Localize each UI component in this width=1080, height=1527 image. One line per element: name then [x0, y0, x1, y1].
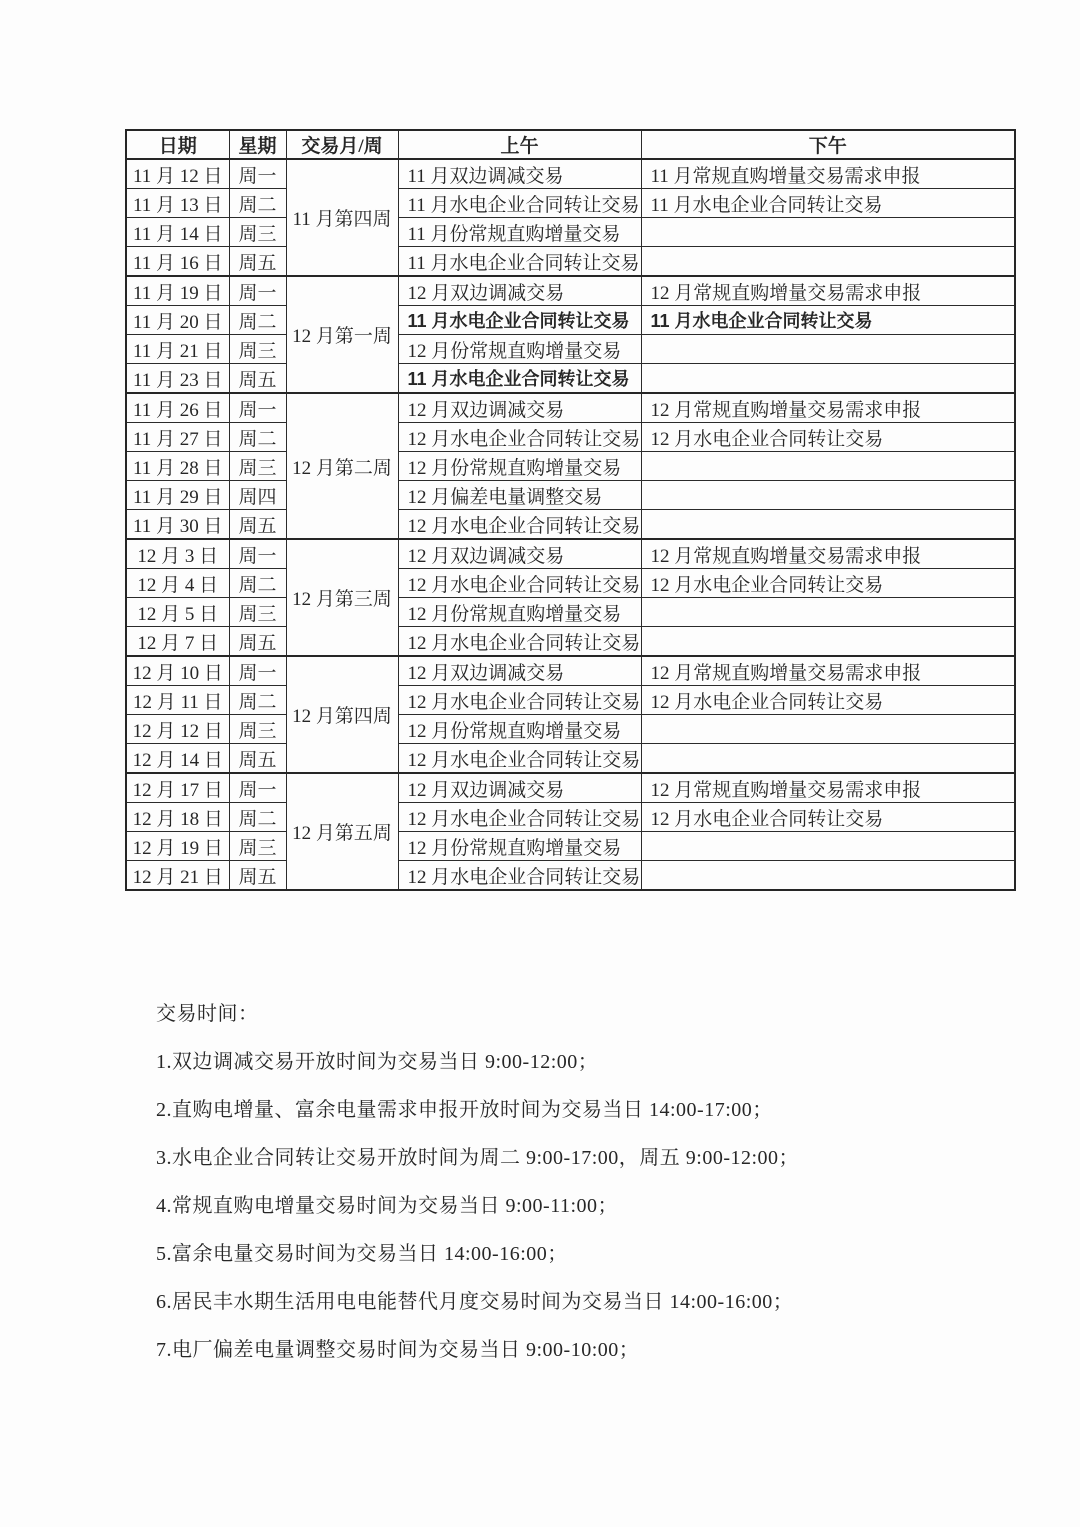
weekday-cell: 周三: [229, 335, 286, 364]
pm-cell: 11 月水电企业合同转让交易: [641, 189, 1015, 218]
am-cell: 12 月水电企业合同转让交易: [398, 627, 641, 657]
date-cell: 12 月 21 日: [126, 861, 229, 891]
weekday-cell: 周二: [229, 569, 286, 598]
am-cell: 12 月份常规直购增量交易: [398, 832, 641, 861]
table-header-row: [126, 130, 1015, 159]
am-cell: 12 月水电企业合同转让交易: [398, 803, 641, 832]
weekday-cell: 周二: [229, 803, 286, 832]
weekday-cell: 周一: [229, 539, 286, 569]
am-cell: 12 月份常规直购增量交易: [398, 598, 641, 627]
date-cell: 11 月 21 日: [126, 335, 229, 364]
table-row: [126, 247, 1015, 277]
date-cell: 11 月 30 日: [126, 510, 229, 540]
pm-cell: [641, 510, 1015, 540]
date-cell: 12 月 3 日: [126, 539, 229, 569]
schedule-table: [125, 129, 1016, 891]
pm-cell: 12 月常规直购增量交易需求申报: [641, 276, 1015, 306]
table-row: [126, 861, 1015, 891]
am-cell: 12 月份常规直购增量交易: [398, 715, 641, 744]
am-cell: 12 月水电企业合同转让交易: [398, 861, 641, 891]
table-row: [126, 159, 1015, 189]
weekday-cell: 周五: [229, 627, 286, 657]
note-line: 6.居民丰水期生活用电电能替代月度交易时间为交易当日 14:00-16:00；: [156, 1291, 794, 1313]
pm-cell: [641, 247, 1015, 277]
date-cell: 11 月 27 日: [126, 423, 229, 452]
weekday-cell: 周三: [229, 832, 286, 861]
am-cell: 12 月偏差电量调整交易: [398, 481, 641, 510]
table-row: [126, 627, 1015, 657]
pm-cell: 12 月水电企业合同转让交易: [641, 803, 1015, 832]
week-cell: 12 月第四周: [286, 656, 398, 773]
header-cell-weekday: 星期: [229, 130, 286, 159]
weekday-cell: 周二: [229, 189, 286, 218]
table-row: [126, 744, 1015, 774]
pm-cell: 12 月水电企业合同转让交易: [641, 423, 1015, 452]
weekday-cell: 周三: [229, 218, 286, 247]
date-cell: 11 月 19 日: [126, 276, 229, 306]
table-row: [126, 569, 1015, 598]
weekday-cell: 周三: [229, 598, 286, 627]
pm-cell: [641, 627, 1015, 657]
note-line: 2.直购电增量、富余电量需求申报开放时间为交易当日 14:00-17:00；: [156, 1099, 773, 1121]
pm-cell: [641, 715, 1015, 744]
header-cell-pm: 下午: [641, 130, 1015, 159]
table-row: [126, 773, 1015, 803]
weekday-cell: 周四: [229, 481, 286, 510]
weekday-cell: 周五: [229, 510, 286, 540]
table-row: [126, 452, 1015, 481]
pm-cell: 12 月常规直购增量交易需求申报: [641, 773, 1015, 803]
table-row: [126, 598, 1015, 627]
pm-cell: [641, 598, 1015, 627]
pm-cell: [641, 832, 1015, 861]
note-line: 1.双边调减交易开放时间为交易当日 9:00-12:00；: [156, 1051, 599, 1073]
am-cell: 11 月水电企业合同转让交易: [398, 364, 641, 394]
date-cell: 11 月 16 日: [126, 247, 229, 277]
date-cell: 11 月 23 日: [126, 364, 229, 394]
weekday-cell: 周五: [229, 861, 286, 891]
table-row: [126, 510, 1015, 540]
weekday-cell: 周二: [229, 423, 286, 452]
pm-cell: [641, 481, 1015, 510]
weekday-cell: 周五: [229, 247, 286, 277]
notes-title: 交易时间：: [156, 1003, 259, 1025]
am-cell: 11 月双边调减交易: [398, 159, 641, 189]
table-row: [126, 218, 1015, 247]
date-cell: 12 月 19 日: [126, 832, 229, 861]
table-row: [126, 393, 1015, 423]
am-cell: 12 月份常规直购增量交易: [398, 335, 641, 364]
am-cell: 12 月水电企业合同转让交易: [398, 686, 641, 715]
date-cell: 12 月 12 日: [126, 715, 229, 744]
table-row: [126, 715, 1015, 744]
weekday-cell: 周三: [229, 452, 286, 481]
pm-cell: 11 月常规直购增量交易需求申报: [641, 159, 1015, 189]
am-cell: 12 月水电企业合同转让交易: [398, 423, 641, 452]
am-cell: 12 月水电企业合同转让交易: [398, 744, 641, 774]
weekday-cell: 周二: [229, 306, 286, 335]
header-cell-date: 日期: [126, 130, 229, 159]
weekday-cell: 周一: [229, 159, 286, 189]
pm-cell: 12 月水电企业合同转让交易: [641, 686, 1015, 715]
am-cell: 12 月双边调减交易: [398, 276, 641, 306]
pm-cell: 11 月水电企业合同转让交易: [641, 306, 1015, 335]
am-cell: 12 月水电企业合同转让交易: [398, 569, 641, 598]
note-line: 7.电厂偏差电量调整交易时间为交易当日 9:00-10:00；: [156, 1339, 640, 1361]
note-line: 4.常规直购电增量交易时间为交易当日 9:00-11:00；: [156, 1195, 619, 1217]
table-row: [126, 656, 1015, 686]
am-cell: 11 月水电企业合同转让交易: [398, 306, 641, 335]
date-cell: 12 月 11 日: [126, 686, 229, 715]
week-cell: 12 月第二周: [286, 393, 398, 539]
am-cell: 12 月双边调减交易: [398, 539, 641, 569]
pm-cell: [641, 452, 1015, 481]
pm-cell: [641, 861, 1015, 891]
table-row: [126, 364, 1015, 394]
date-cell: 11 月 13 日: [126, 189, 229, 218]
am-cell: 11 月水电企业合同转让交易: [398, 247, 641, 277]
am-cell: 12 月双边调减交易: [398, 656, 641, 686]
note-line: 3.水电企业合同转让交易开放时间为周二 9:00-17:00，周五 9:00-12:00；: [156, 1147, 800, 1169]
table-row: [126, 306, 1015, 335]
am-cell: 12 月份常规直购增量交易: [398, 452, 641, 481]
date-cell: 11 月 12 日: [126, 159, 229, 189]
date-cell: 12 月 18 日: [126, 803, 229, 832]
date-cell: 11 月 14 日: [126, 218, 229, 247]
table-row: [126, 539, 1015, 569]
am-cell: 12 月水电企业合同转让交易: [398, 510, 641, 540]
pm-cell: [641, 335, 1015, 364]
weekday-cell: 周五: [229, 364, 286, 394]
weekday-cell: 周一: [229, 773, 286, 803]
date-cell: 11 月 26 日: [126, 393, 229, 423]
table-row: [126, 189, 1015, 218]
date-cell: 12 月 7 日: [126, 627, 229, 657]
notes-section: [156, 990, 799, 1374]
am-cell: 11 月水电企业合同转让交易: [398, 189, 641, 218]
table-row: [126, 832, 1015, 861]
date-cell: 12 月 10 日: [126, 656, 229, 686]
pm-cell: 12 月常规直购增量交易需求申报: [641, 656, 1015, 686]
pm-cell: 12 月常规直购增量交易需求申报: [641, 539, 1015, 569]
date-cell: 11 月 20 日: [126, 306, 229, 335]
weekday-cell: 周一: [229, 656, 286, 686]
am-cell: 11 月份常规直购增量交易: [398, 218, 641, 247]
pm-cell: [641, 218, 1015, 247]
weekday-cell: 周五: [229, 744, 286, 774]
date-cell: 12 月 5 日: [126, 598, 229, 627]
pm-cell: 12 月水电企业合同转让交易: [641, 569, 1015, 598]
weekday-cell: 周一: [229, 393, 286, 423]
pm-cell: [641, 744, 1015, 774]
header-cell-week: 交易月/周: [286, 130, 398, 159]
date-cell: 12 月 17 日: [126, 773, 229, 803]
weekday-cell: 周二: [229, 686, 286, 715]
date-cell: 12 月 4 日: [126, 569, 229, 598]
week-cell: 12 月第五周: [286, 773, 398, 890]
table-row: [126, 481, 1015, 510]
date-cell: 11 月 28 日: [126, 452, 229, 481]
week-cell: 12 月第三周: [286, 539, 398, 656]
table-row: [126, 803, 1015, 832]
weekday-cell: 周一: [229, 276, 286, 306]
week-cell: 11 月第四周: [286, 159, 398, 276]
am-cell: 12 月双边调减交易: [398, 393, 641, 423]
table-row: [126, 423, 1015, 452]
table-row: [126, 276, 1015, 306]
table-row: [126, 335, 1015, 364]
pm-cell: [641, 364, 1015, 394]
table-row: [126, 686, 1015, 715]
pm-cell: 12 月常规直购增量交易需求申报: [641, 393, 1015, 423]
date-cell: 12 月 14 日: [126, 744, 229, 774]
weekday-cell: 周三: [229, 715, 286, 744]
note-line: 5.富余电量交易时间为交易当日 14:00-16:00；: [156, 1243, 568, 1265]
header-cell-am: 上午: [398, 130, 641, 159]
week-cell: 12 月第一周: [286, 276, 398, 393]
date-cell: 11 月 29 日: [126, 481, 229, 510]
am-cell: 12 月双边调减交易: [398, 773, 641, 803]
